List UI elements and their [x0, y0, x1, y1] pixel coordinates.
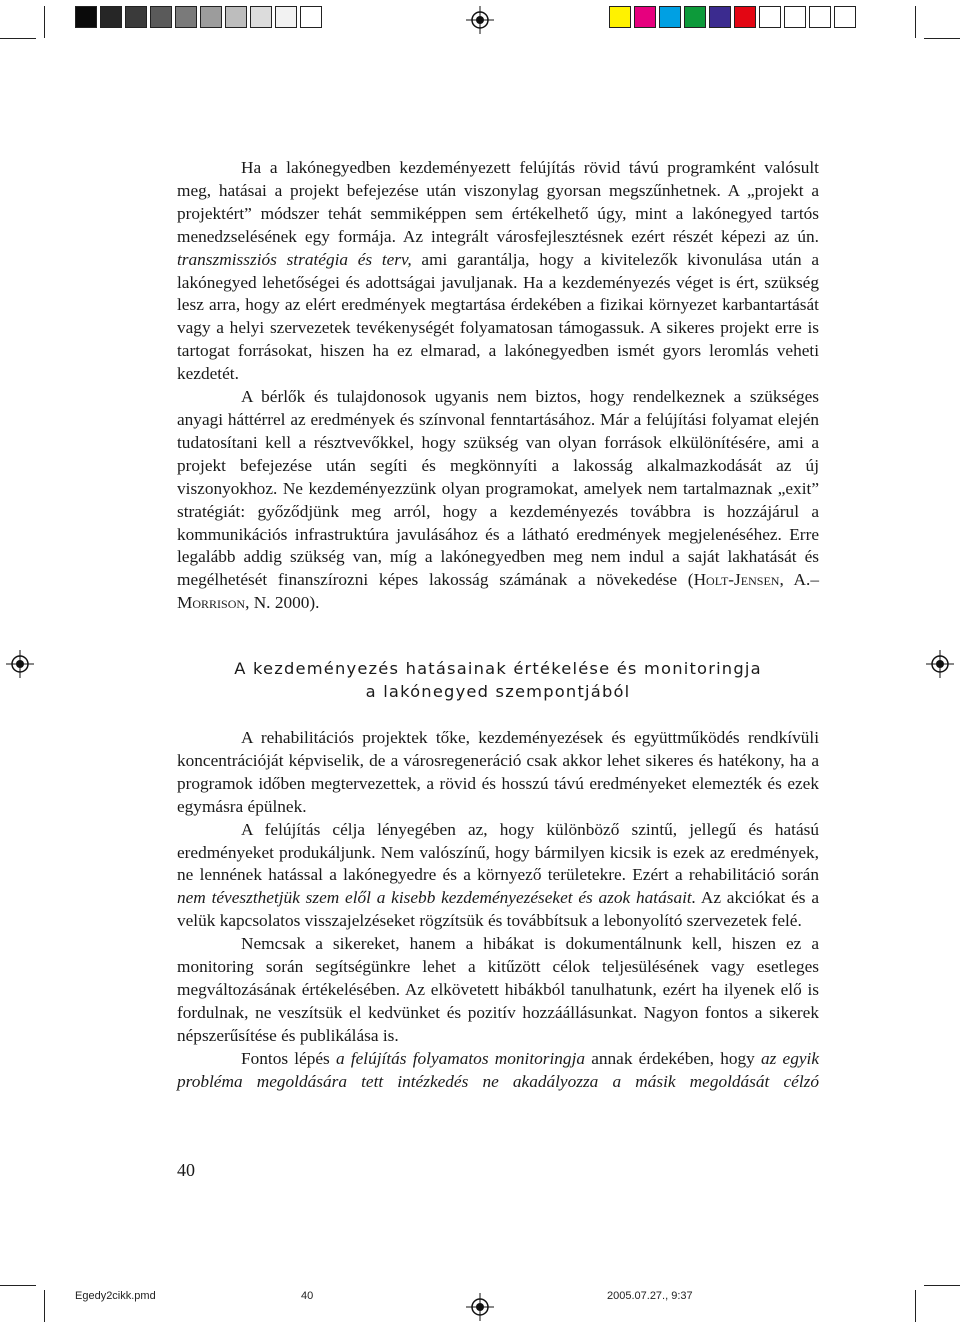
color-swatch [709, 6, 731, 28]
registration-mark-icon [466, 6, 494, 34]
crop-mark [44, 1290, 45, 1322]
section-heading-line: a lakónegyed szempontjából [365, 682, 631, 701]
section-heading-line: A kezdeményezés hatásainak értékelése és monitoringja [234, 659, 762, 678]
author-initial: J [734, 570, 741, 590]
registration-mark-icon [466, 1293, 494, 1321]
text-run: Ha a lakónegyedben kezdeményezett felújítás rövid távú programként valósult meg, hatásai a projekt befejezése után viszonylag gyorsan megszűnhetnek. A „projekt a projektért” módszer tehát semmiképpen sem értékelhető úgy, mint a lakónegyed tartós menedzselésének egy formája. Az integrált városfejlesztésnek ezért részét képezi az ún. [177, 158, 819, 246]
crop-mark [44, 6, 45, 38]
author-name: olt [706, 570, 729, 590]
gray-swatch [225, 6, 247, 28]
gray-swatch [200, 6, 222, 28]
registration-mark-icon [926, 650, 954, 678]
cmyk-color-bar [609, 6, 859, 28]
grayscale-color-bar [75, 6, 325, 28]
italic-phrase: az egyik probléma megoldására tett intézkedés ne akadályozza a másik megoldását célzó [177, 1048, 819, 1091]
section-heading [177, 657, 819, 703]
color-swatch [784, 6, 806, 28]
text-run: - [728, 570, 735, 590]
upper-text-block [177, 157, 819, 615]
crop-mark [915, 6, 916, 38]
crop-mark [924, 1285, 960, 1286]
gray-swatch [300, 6, 322, 28]
paragraph: Nemcsak a sikereket, hanem a hibákat is dokumentálnunk kell, hiszen ez a monitoring során segítségünkre lehet a kitűzött célok teljesülésének vagy esetleges megváltozásának értékelésében. Az elkövetett hibákból tanulhatunk, ezért ha ilyenek elő is fordulnak, ne veszítsük el kedvünket és pozitív hozzáállásunkat. Nagyon fontos a sikerek népszerűsítése és publikálása is. [177, 934, 819, 1045]
gray-swatch [100, 6, 122, 28]
color-swatch [659, 6, 681, 28]
author-initial: H [693, 570, 707, 590]
color-swatch [609, 6, 631, 28]
slug-page: 40 [301, 1290, 314, 1302]
text-run: Az akciókat és a velük kapcsolatos visszajelzéseket rögzítsük és továbbítsuk a lebonyolító szervezetek felé. [177, 888, 819, 931]
italic-phrase: transzmissziós stratégia és terv, [177, 249, 412, 269]
crop-mark [915, 1290, 916, 1322]
paragraph [177, 157, 819, 386]
color-swatch [734, 6, 756, 28]
crop-mark [0, 1285, 36, 1286]
text-run: , A.– [779, 570, 819, 590]
crop-mark [924, 38, 960, 39]
paragraph [177, 819, 819, 934]
gray-swatch [150, 6, 172, 28]
text-run: Fontos lépés [241, 1048, 336, 1068]
color-swatch [684, 6, 706, 28]
text-run: , N. 2000). [245, 593, 320, 613]
crop-mark [0, 38, 36, 39]
gray-swatch [125, 6, 147, 28]
lower-text-block [177, 727, 819, 1094]
author-name: ensen [740, 570, 780, 590]
color-swatch [759, 6, 781, 28]
paragraph [177, 1048, 819, 1094]
text-run: ami garantálja, hogy a kivitelezők kivonulása után a lakónegyed lehetőségei és adottságai javuljanak. Ha a kezdeményezés véget is ért, szükség lesz arra, hogy az elért eredmények megtartása érdekében a fizikai környezet karbantartását vagy a helyi szervezetek tevékenységét folyamatosan támogassuk. A sikeres projekt erre is tartogat forrásokat, hiszen ha ez elmarad, a lakónegyedben ismét gyors leromlás veheti kezdetét. [177, 249, 819, 384]
registration-mark-icon [6, 650, 34, 678]
paragraph [177, 386, 819, 615]
gray-swatch [75, 6, 97, 28]
author-initial: M [177, 593, 193, 613]
page-number: 40 [177, 1160, 195, 1180]
text-run: annak érdekében, hogy [585, 1048, 761, 1068]
slug-filename: Egedy2cikk.pmd [75, 1290, 156, 1302]
text-run: A bérlők és tulajdonosok ugyanis nem biztos, hogy rendelkeznek a szükséges anyagi háttérrel az eredmények és színvonal fenntartásához. Már a felújítási folyamat elején tudatosítani kell a résztvevőkkel, hogy szükség van olyan források elkülönítésére, ami a projekt befejezése után segíti és megkönnyíti a lakosság alkalmazkodását az új viszonyokhoz. Ne kezdeményezzünk olyan programokat, amelyek nem tartalmaznak „exit” stratégiát: győződjünk meg arról, hogy a kezdeményezés továbbra is hozzájárul a kommunikációs infrastruktúra javulásához és a látható eredmények megjelenéséhez. Erre legalább addig szükség van, míg a lakónegyedben meg nem indul a saját lakhatását és megélhetését finanszírozni képes lakosság számának a növekedése ( [177, 387, 819, 590]
color-swatch [834, 6, 856, 28]
color-swatch [634, 6, 656, 28]
gray-swatch [250, 6, 272, 28]
gray-swatch [275, 6, 297, 28]
italic-phrase: nem téveszthetjük szem elől a kisebb kezdeményezéseket és azok hatásait. [177, 888, 697, 908]
paragraph: A rehabilitációs projektek tőke, kezdeményezések és együttműködés rendkívüli koncentrációját képviselik, de a városregeneráció csak akkor lehet sikeres és hatékony, ha a programok időben megtervezettek, a rövid és hosszú távú eredményeket elemezték és ezek egymásra épülnek. [177, 728, 819, 816]
author-name: orrison [192, 593, 246, 613]
italic-phrase: a felújítás folyamatos monitoringja [335, 1048, 586, 1068]
text-run: A felújítás célja lényegében az, hogy különböző szintű, jellegű és hatású eredményeket produkáljunk. Nem valószínű, hogy bármilyen kicsik is ezek az eredmények, ne lennének hatással a lakónegyedre és a környező területekre. Ezért a rehabilitáció során [177, 819, 819, 885]
gray-swatch [175, 6, 197, 28]
slug-timestamp: 2005.07.27., 9:37 [607, 1290, 693, 1302]
color-swatch [809, 6, 831, 28]
